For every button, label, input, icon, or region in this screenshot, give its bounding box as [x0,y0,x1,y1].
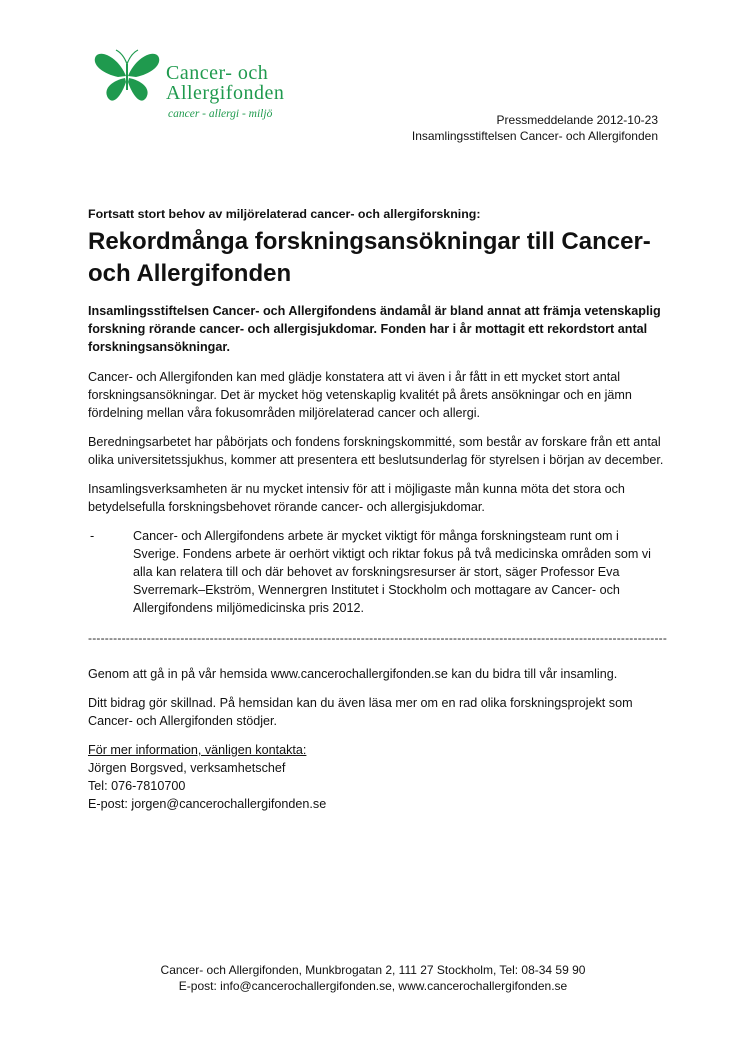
quote-dash: - [90,529,95,543]
page-title: Rekordmånga forskningsansökningar till Cancer- och Allergifonden [88,228,651,287]
dashed-separator: ------------------------------------------------------------------------------------------------------------------------------------------ [88,631,668,645]
footer [0,962,746,994]
contact-block [88,741,668,813]
logo-tagline: cancer - allergi - miljö [168,108,273,120]
logo [92,46,332,126]
subheading: Fortsatt stort behov av miljörelaterad cancer- och allergiforskning: [88,207,481,221]
lead-paragraph: Insamlingsstiftelsen Cancer- och Allergifondens ändamål är bland annat att främja vetenskaplig forskning rörande cancer- och allergisjukdomar. Fonden har i år mottagit ett rekordstort antal forskningsansökningar. [88,304,661,354]
paragraph: Insamlingsverksamheten är nu mycket intensiv för att i möjligaste mån kunna möta det stora och betydelsefulla forskningsbehovet rörande cancer- och allergisjukdomar. [88,482,625,514]
paragraph: Cancer- och Allergifonden kan med glädje konstatera att vi även i år fått in ett mycket stort antal forskningsansökningar. Det är mycket hög vetenskaplig kvalitét på årets ansökningar och en jämn fördelning mellan våra fokusområden miljörelaterad cancer och allergi. [88,370,632,420]
contact-heading: För mer information, vänligen kontakta: [88,743,307,757]
quote-text: Cancer- och Allergifondens arbete är mycket viktigt för många forskningsteam runt om i Sverige. Fondens arbete är oerhört viktigt och riktar fokus på två medicinska områden som vi alla kan relatera till och där behovet av forskningsresurser är stort, säger Professor Eva Sverremark–Ekström, Wennergren Institutet i Stockholm och mottagare av Cancer- och Allergifondens miljömedicinska pris 2012. [133,529,651,615]
closing-paragraph: Ditt bidrag gör skillnad. På hemsidan kan du även läsa mer om en rad olika forskningsprojekt som Cancer- och Allergifonden stödjer. [88,696,633,728]
butterfly-icon [92,46,162,108]
press-release-date: Pressmeddelande 2012-10-23 [496,113,658,127]
logo-text-line2: Allergifonden [166,82,285,104]
footer-address: Cancer- och Allergifonden, Munkbrogatan 2, 111 27 Stockholm, Tel: 08-34 59 90 [160,963,586,977]
logo-text-line1: Cancer- och [166,62,269,84]
closing-paragraph: Genom att gå in på vår hemsida www.cancerochallergifonden.se kan du bidra till vår insamling. [88,667,618,681]
contact-name: Jörgen Borgsved, verksamhetschef [88,761,286,775]
article-body [88,205,668,813]
paragraph: Beredningsarbetet har påbörjats och fondens forskningskommitté, som består av forskare från ett antal olika universitetssjukhus, kommer att presentera ett beslutsunderlag för styrelsen i början av december. [88,435,664,467]
quote-block [88,527,668,617]
contact-phone: Tel: 076-7810700 [88,779,186,793]
contact-email: E-post: jorgen@cancerochallergifonden.se [88,797,327,811]
press-release-org: Insamlingsstiftelsen Cancer- och Allergifonden [411,129,658,143]
footer-contact: E-post: info@cancerochallergifonden.se, www.cancerochallergifonden.se [178,979,568,993]
press-release-header [412,112,658,144]
